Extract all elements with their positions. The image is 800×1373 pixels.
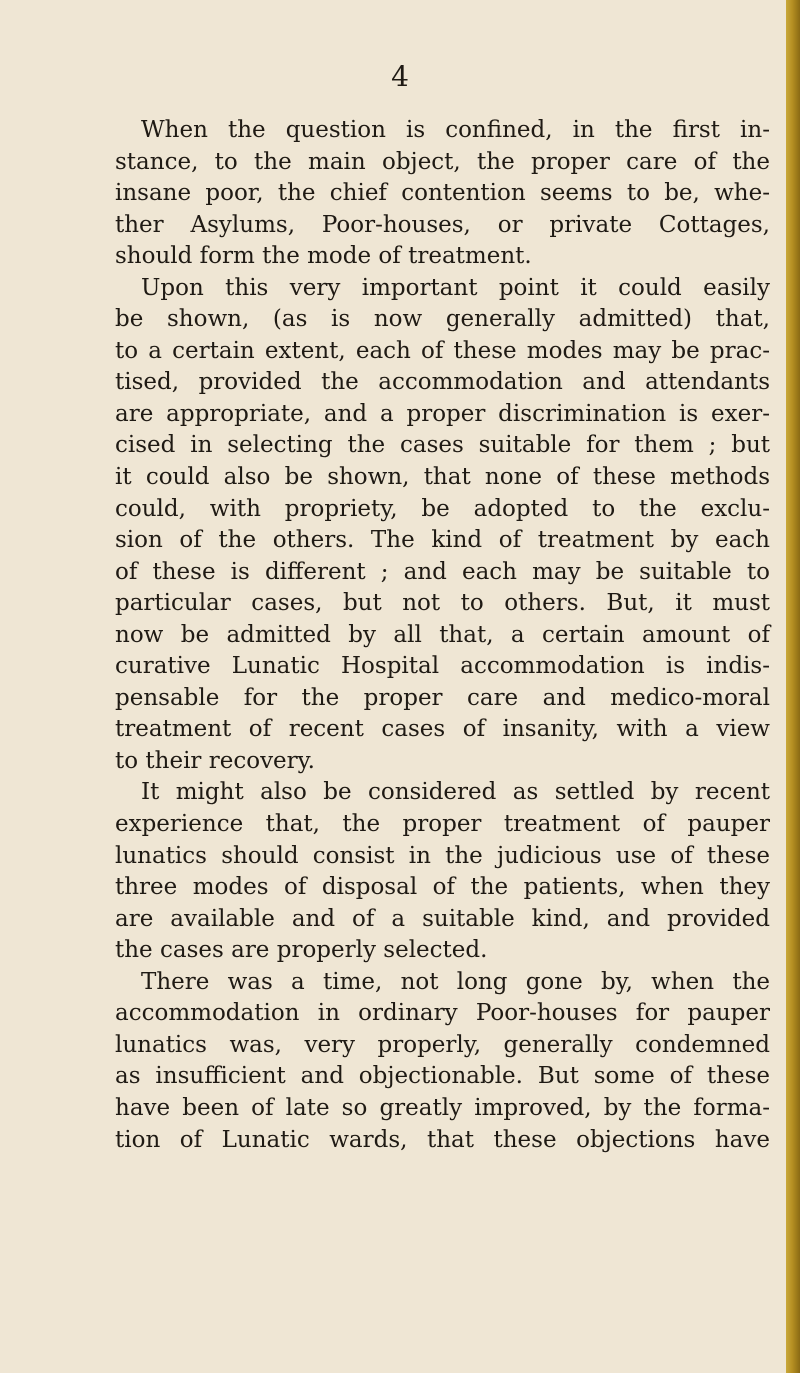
text-line: It might also be considered as settled by recent (141, 779, 770, 806)
text-line: particular cases, but not to others. But, it must (115, 590, 770, 617)
text-line: Upon this very important point it could easily (141, 274, 770, 301)
text-line: the cases are properly selected. (115, 937, 488, 964)
text-line: accommodation in ordinary Poor-houses for pauper (115, 1000, 770, 1027)
text-line: could, with propriety, be adopted to the exclu- (115, 495, 770, 522)
text-line: are appropriate, and a proper discrimination is exer- (115, 400, 770, 427)
text-line: have been of late so greatly improved, by the forma- (115, 1094, 770, 1121)
text-line: tised, provided the accommodation and attendants (115, 369, 770, 396)
text-line: lunatics should consist in the judicious use of these (115, 842, 770, 869)
text-line: sion of the others. The kind of treatment by each (115, 527, 770, 554)
text-line: lunatics was, very properly, generally condemned (115, 1031, 770, 1058)
text-line: are available and of a suitable kind, and provided (115, 905, 770, 932)
text-line: pensable for the proper care and medico-moral (115, 684, 770, 711)
body-text (115, 115, 770, 1156)
text-line: now be admitted by all that, a certain amount of (115, 621, 770, 648)
text-line: be shown, (as is now generally admitted) that, (115, 306, 770, 333)
text-line: three modes of disposal of the patients, when they (115, 874, 770, 901)
text-line: it could also be shown, that none of these methods (115, 464, 770, 491)
text-line: of these is different ; and each may be suitable to (115, 558, 770, 585)
page-number: 4 (391, 60, 409, 93)
text-line: should form the mode of treatment. (115, 243, 532, 270)
text-line: curative Lunatic Hospital accommodation is indis- (115, 653, 770, 680)
text-line: as insufficient and objectionable. But some of these (115, 1063, 770, 1090)
text-line: stance, to the main object, the proper care of the (115, 148, 770, 175)
text-line: insane poor, the chief contention seems to be, whe- (115, 180, 770, 207)
text-line: to their recovery. (115, 747, 315, 774)
text-line: experience that, the proper treatment of pauper (115, 811, 770, 838)
text-line: ther Asylums, Poor-houses, or private Cottages, (115, 211, 770, 238)
text-line: to a certain extent, each of these modes may be prac- (115, 337, 770, 364)
text-line: When the question is confined, in the first in- (141, 117, 770, 143)
text-line: treatment of recent cases of insanity, with a view (115, 716, 770, 743)
page-edge (786, 0, 800, 1373)
text-line: tion of Lunatic wards, that these objections have (115, 1126, 770, 1153)
text-line: There was a time, not long gone by, when the (141, 968, 770, 995)
text-line: cised in selecting the cases suitable for them ; but (115, 432, 770, 459)
